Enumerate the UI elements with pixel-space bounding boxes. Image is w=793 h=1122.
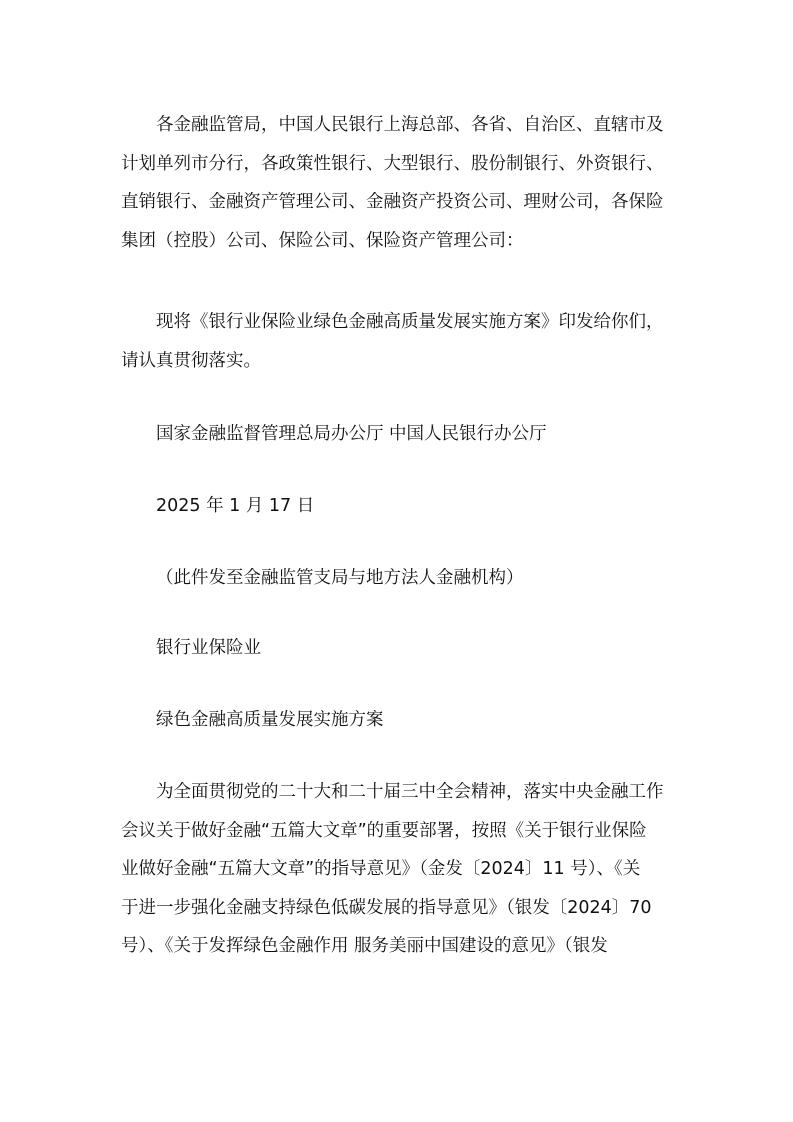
date-text: 2025 年 1 月 17 日 [156, 496, 315, 516]
issuers-text: 国家金融监督管理总局办公厅 中国人民银行办公厅 [156, 424, 547, 444]
text-line: 集团（控股）公司、保险公司、保险资产管理公司： [121, 230, 524, 251]
text-line: 于进一步强化金融支持绿色低碳发展的指导意见》（银发〔2024〕70 [121, 897, 652, 918]
text-line: 计划单列市分行，各政策性银行、大型银行、股份制银行、外资银行、 [121, 153, 664, 174]
text-line: 为全面贯彻党的二十大和二十届三中全会精神，落实中央金融工作 [156, 782, 664, 802]
distribution-note [121, 559, 681, 598]
text-line: 号）、《关于发挥绿色金融作用 服务美丽中国建设的意见》（银发 [121, 936, 608, 956]
notice-paragraph [121, 303, 681, 380]
plan-title-text-1: 银行业保险业 [156, 638, 261, 658]
distribution-note-text: （此件发至金融监管支局与地方法人金融机构） [156, 568, 524, 588]
addressee-paragraph [121, 106, 681, 260]
text-line: 直销银行、金融资产管理公司、金融资产投资公司、理财公司，各保险 [121, 192, 664, 212]
plan-title-line-1 [121, 629, 681, 668]
date-line [121, 487, 681, 526]
plan-title-text-2: 绿色金融高质量发展实施方案 [156, 710, 384, 730]
text-line: 业做好金融“五篇大文章”的指导意见》（金发〔2024〕11 号）、《关 [121, 859, 641, 879]
plan-title-line-2 [121, 701, 681, 740]
issuers-line [121, 415, 681, 454]
text-line: 会议关于做好金融“五篇大文章”的重要部署，按照《关于银行业保险 [121, 820, 647, 841]
text-line: 现将《银行业保险业绿色金融高质量发展实施方案》印发给你们， [156, 312, 664, 332]
body-paragraph [121, 773, 681, 966]
text-line: 各金融监管局，中国人民银行上海总部、各省、自治区、直辖市及 [156, 115, 664, 135]
text-line: 请认真贯彻落实。 [121, 350, 261, 371]
